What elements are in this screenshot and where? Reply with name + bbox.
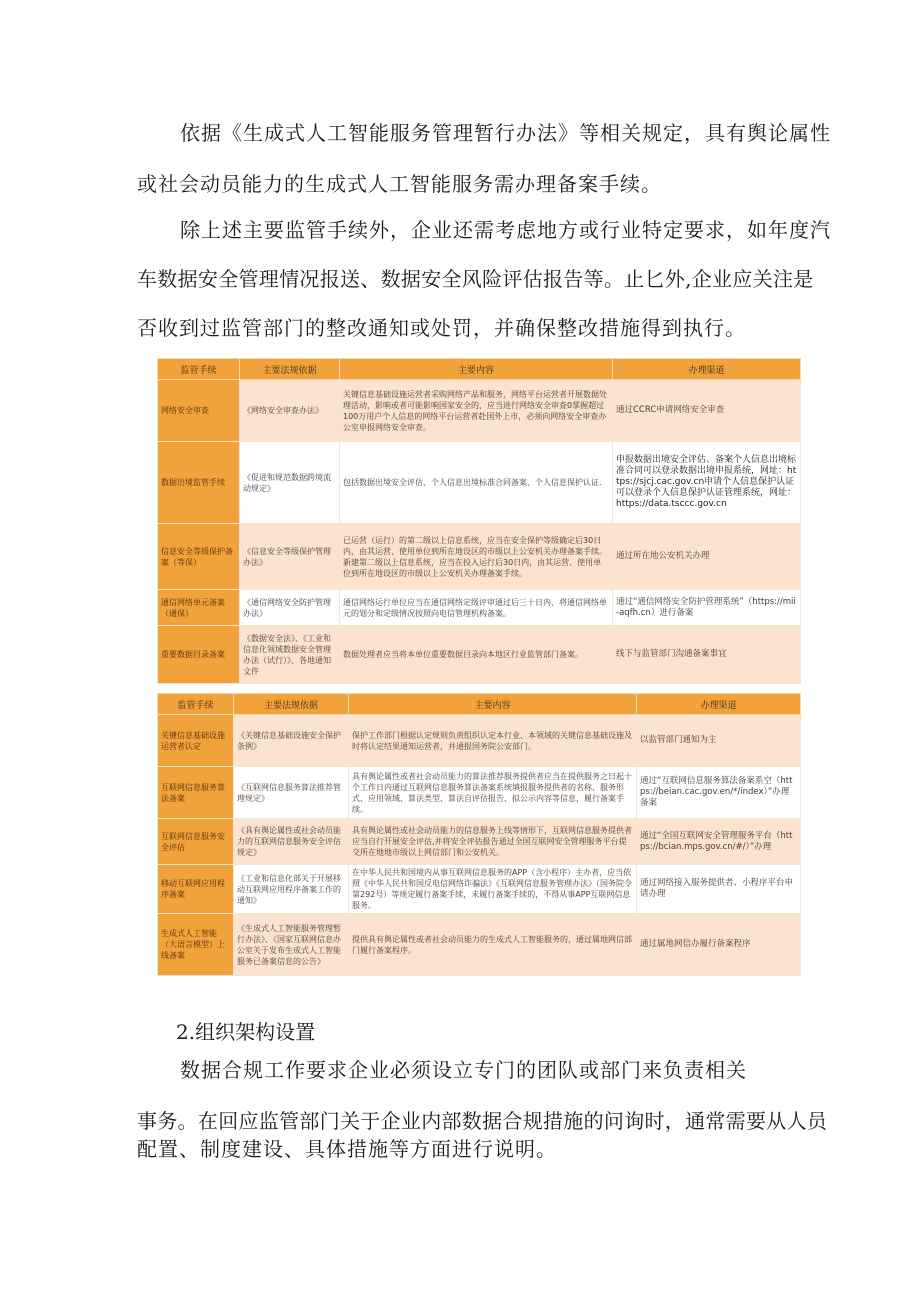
row-law: 《促进和规范数据跨境流动规定》 bbox=[240, 442, 340, 524]
paragraph-2-line-2: 车数据安全管理情况报送、数据安全风险评估报告等。止匕外,企业应关注是 bbox=[137, 267, 814, 291]
row-content: 具有舆论属性或社会动员能力的信息服务上线等情形下，互联网信息服务提供者应当自行开展安全评估,并将安全评估报告通过全国互联网安全管理服务平台提交所在地地市级以上网信部门和公安机关。 bbox=[349, 819, 637, 865]
row-law: 《数据安全法》、《工业和信息化领域数据安全管理办法（试行）》、各地通知文件 bbox=[240, 626, 340, 684]
header-law: 主要法规依据 bbox=[240, 359, 340, 380]
row-law: 《生成式人工智能服务管理暂行办法》、《国家互联网信息办公室关于发布生成式人工智能服务已备案信息的公告》 bbox=[234, 914, 349, 976]
section-paragraph-line-1: 数据合规工作要求企业必须设立专门的团队或部门来负责相关 bbox=[180, 1058, 747, 1082]
row-law: 《具有舆论属性或社会动员能力的互联网信息服务安全评估规定》 bbox=[234, 819, 349, 865]
table-row bbox=[158, 442, 801, 524]
row-procedure: 通信网络单元备案（通保） bbox=[158, 590, 240, 626]
row-law: 《网络安全审查办法》 bbox=[240, 380, 340, 442]
row-content: 数据处理者应当将本单位重要数据目录向本地区行业监管部门备案。 bbox=[340, 626, 613, 684]
row-channel: 通过属地网信办履行备案程序 bbox=[637, 914, 801, 976]
row-content: 已运营（运行）的第二级以上信息系统，应当在安全保护等级确定后30日内，由其运营、使用单位到所在地设区的市级以上公安机关办理备案手续。新建第二级以上信息系统，应当在投入运行后30日内，由其运营、使用单位到所在地设区的市级以上公安机关办理备案手续。 bbox=[340, 524, 613, 590]
table-header-row bbox=[158, 694, 801, 715]
row-content: 关键信息基础设施运营者采购网络产品和服务，网络平台运营者开展数据处理活动，影响或者可能影响国家安全的，应当进行网络安全审查0掌握超过100万用户个人信息的网络平台运营者赴国外上市，必须向网络安全审查办公室申报网络安全审查。 bbox=[340, 380, 613, 442]
row-channel: 通过“互联网信息服务算法备案系空（https://beian.cac.gov.en/*/index）”办理备案 bbox=[637, 767, 801, 819]
row-procedure: 数据出境监管手续 bbox=[158, 442, 240, 524]
table-row bbox=[158, 524, 801, 590]
table-row bbox=[158, 715, 801, 767]
row-content: 保护工作部门根据认定规则负责组织认定本行业、本领域的关键信息基础设施及时将认定结果通知运营者，并通报国务院公安部门。 bbox=[349, 715, 637, 767]
row-channel: 通过“全国互联网安全管理服务平台（https://bcian.mps.gov.cn/#/）”办理 bbox=[637, 819, 801, 865]
regulation-table-2 bbox=[157, 693, 801, 976]
table-row bbox=[158, 380, 801, 442]
section-paragraph-line-2: 事务。在回应监管部门关于企业内部数据合规措施的问询时，通常需要从人员 bbox=[137, 1109, 828, 1133]
row-procedure: 互联网信息服务算法备案 bbox=[158, 767, 234, 819]
row-law: 《通信网络安全防护管理办法》 bbox=[240, 590, 340, 626]
paragraph-1-line-2: 或社会动员能力的生成式人工智能服务需办理备案手续。 bbox=[137, 172, 662, 196]
row-channel: 通过“通信网络安全防护管理系统”（https://mii-aqfh.cn）进行备案 bbox=[613, 590, 801, 626]
row-channel: 通过网络接入服务提供者、小程序平台申请办理 bbox=[637, 865, 801, 914]
row-procedure: 重要数据目录备案 bbox=[158, 626, 240, 684]
row-procedure: 信息安全等级保护备案（等保） bbox=[158, 524, 240, 590]
row-content: 提供具有舆论属性或者社会动员能力的生成式人工智能服务的，通过属地网信部门履行备案程序。 bbox=[349, 914, 637, 976]
row-law: 《互联网信息服务算法推荐管理规定》 bbox=[234, 767, 349, 819]
table-row bbox=[158, 865, 801, 914]
row-content: 在中华人民共和国境内从事互联网信息服务的APP（含小程序）主办者，应当依照《中华人民共和国反电信网络诈骗法》《互联网信息服务管理办法》（国务院令第292号）等规定履行备案手续，未履行备案手续的，不得从事APP互联网信息服务。 bbox=[349, 865, 637, 914]
regulation-table-1 bbox=[157, 358, 801, 684]
paragraph-1-line-1: 依据《生成式人工智能服务管理暂行办法》等相关规定，具有舆论属性 bbox=[180, 121, 831, 145]
table-row bbox=[158, 914, 801, 976]
header-content: 主要内容 bbox=[340, 359, 613, 380]
row-content: 包括数据出境安全评估、个人信息出境标准合同备案、个人信息保护认证. bbox=[340, 442, 613, 524]
header-channel: 办理渠道 bbox=[613, 359, 801, 380]
section-heading: 2.组织架构设置 bbox=[176, 1020, 316, 1044]
paragraph-2-line-1: 除上述主要监管手续外，企业还需考虑地方或行业特定要求，如年度汽 bbox=[180, 218, 831, 242]
table-header-row bbox=[158, 359, 801, 380]
row-channel: 以监管部门通知为主 bbox=[637, 715, 801, 767]
table-row bbox=[158, 767, 801, 819]
row-channel: 线下与监管部门沟通备案事宜 bbox=[613, 626, 801, 684]
header-procedure: 监管手续 bbox=[158, 359, 240, 380]
row-procedure: 关键信息基础设施运营者认定 bbox=[158, 715, 234, 767]
table-row bbox=[158, 819, 801, 865]
row-channel: 通过CCRC申请网络安全审查 bbox=[613, 380, 801, 442]
header-content: 主要内容 bbox=[349, 694, 637, 715]
table-row bbox=[158, 626, 801, 684]
paragraph-2-line-3: 否收到过监管部门的整改通知或处罚，并确保整改措施得到执行。 bbox=[137, 316, 746, 340]
row-procedure: 生成式人工智能（大语言模型）上线备案 bbox=[158, 914, 234, 976]
header-procedure: 监管手续 bbox=[158, 694, 234, 715]
row-law: 《信息安全等级保护管理办法》 bbox=[240, 524, 340, 590]
header-channel: 办理渠道 bbox=[637, 694, 801, 715]
row-procedure: 网络安全审查 bbox=[158, 380, 240, 442]
header-law: 主要法规依据 bbox=[234, 694, 349, 715]
section-paragraph-line-3: 配置、制度建设、具体措施等方面进行说明。 bbox=[137, 1137, 557, 1161]
table-row bbox=[158, 590, 801, 626]
row-channel: 申报数据出境安全评估、备案个人信息出境标准合同可以登录数据出境申报系统，网址：https://sjcj.cac.gov.cn申请个人信息保护认证可以登录个人信息保护认证管理系统，网址：https://data.tsccc.gov.cn bbox=[613, 442, 801, 524]
row-law: 《工业和信息化部关于开展移动互联网应用程序备案工作的通知》 bbox=[234, 865, 349, 914]
row-procedure: 移动互联网应用程序备案 bbox=[158, 865, 234, 914]
row-procedure: 互联网信息服务安全评估 bbox=[158, 819, 234, 865]
row-content: 通信网络运行单位应当在通信网络定级评审通过后三十日内，将通信网络单元的划分和定级情况按照向电信管理机构备案。 bbox=[340, 590, 613, 626]
row-content: 具有舆论属性或者社会动员能力的算法推荐服务提供者应当在提供服务之日起十个工作日内通过互联网信息服务算法备案系统填报服务提供者的名称、服务形式、应用领域、算法类型、算法自评估报告、拟公示内容等信息，履行备案手续。 bbox=[349, 767, 637, 819]
row-law: 《关键信息基础设施安全保护条例》 bbox=[234, 715, 349, 767]
row-channel: 通过所在地公安机关办理 bbox=[613, 524, 801, 590]
